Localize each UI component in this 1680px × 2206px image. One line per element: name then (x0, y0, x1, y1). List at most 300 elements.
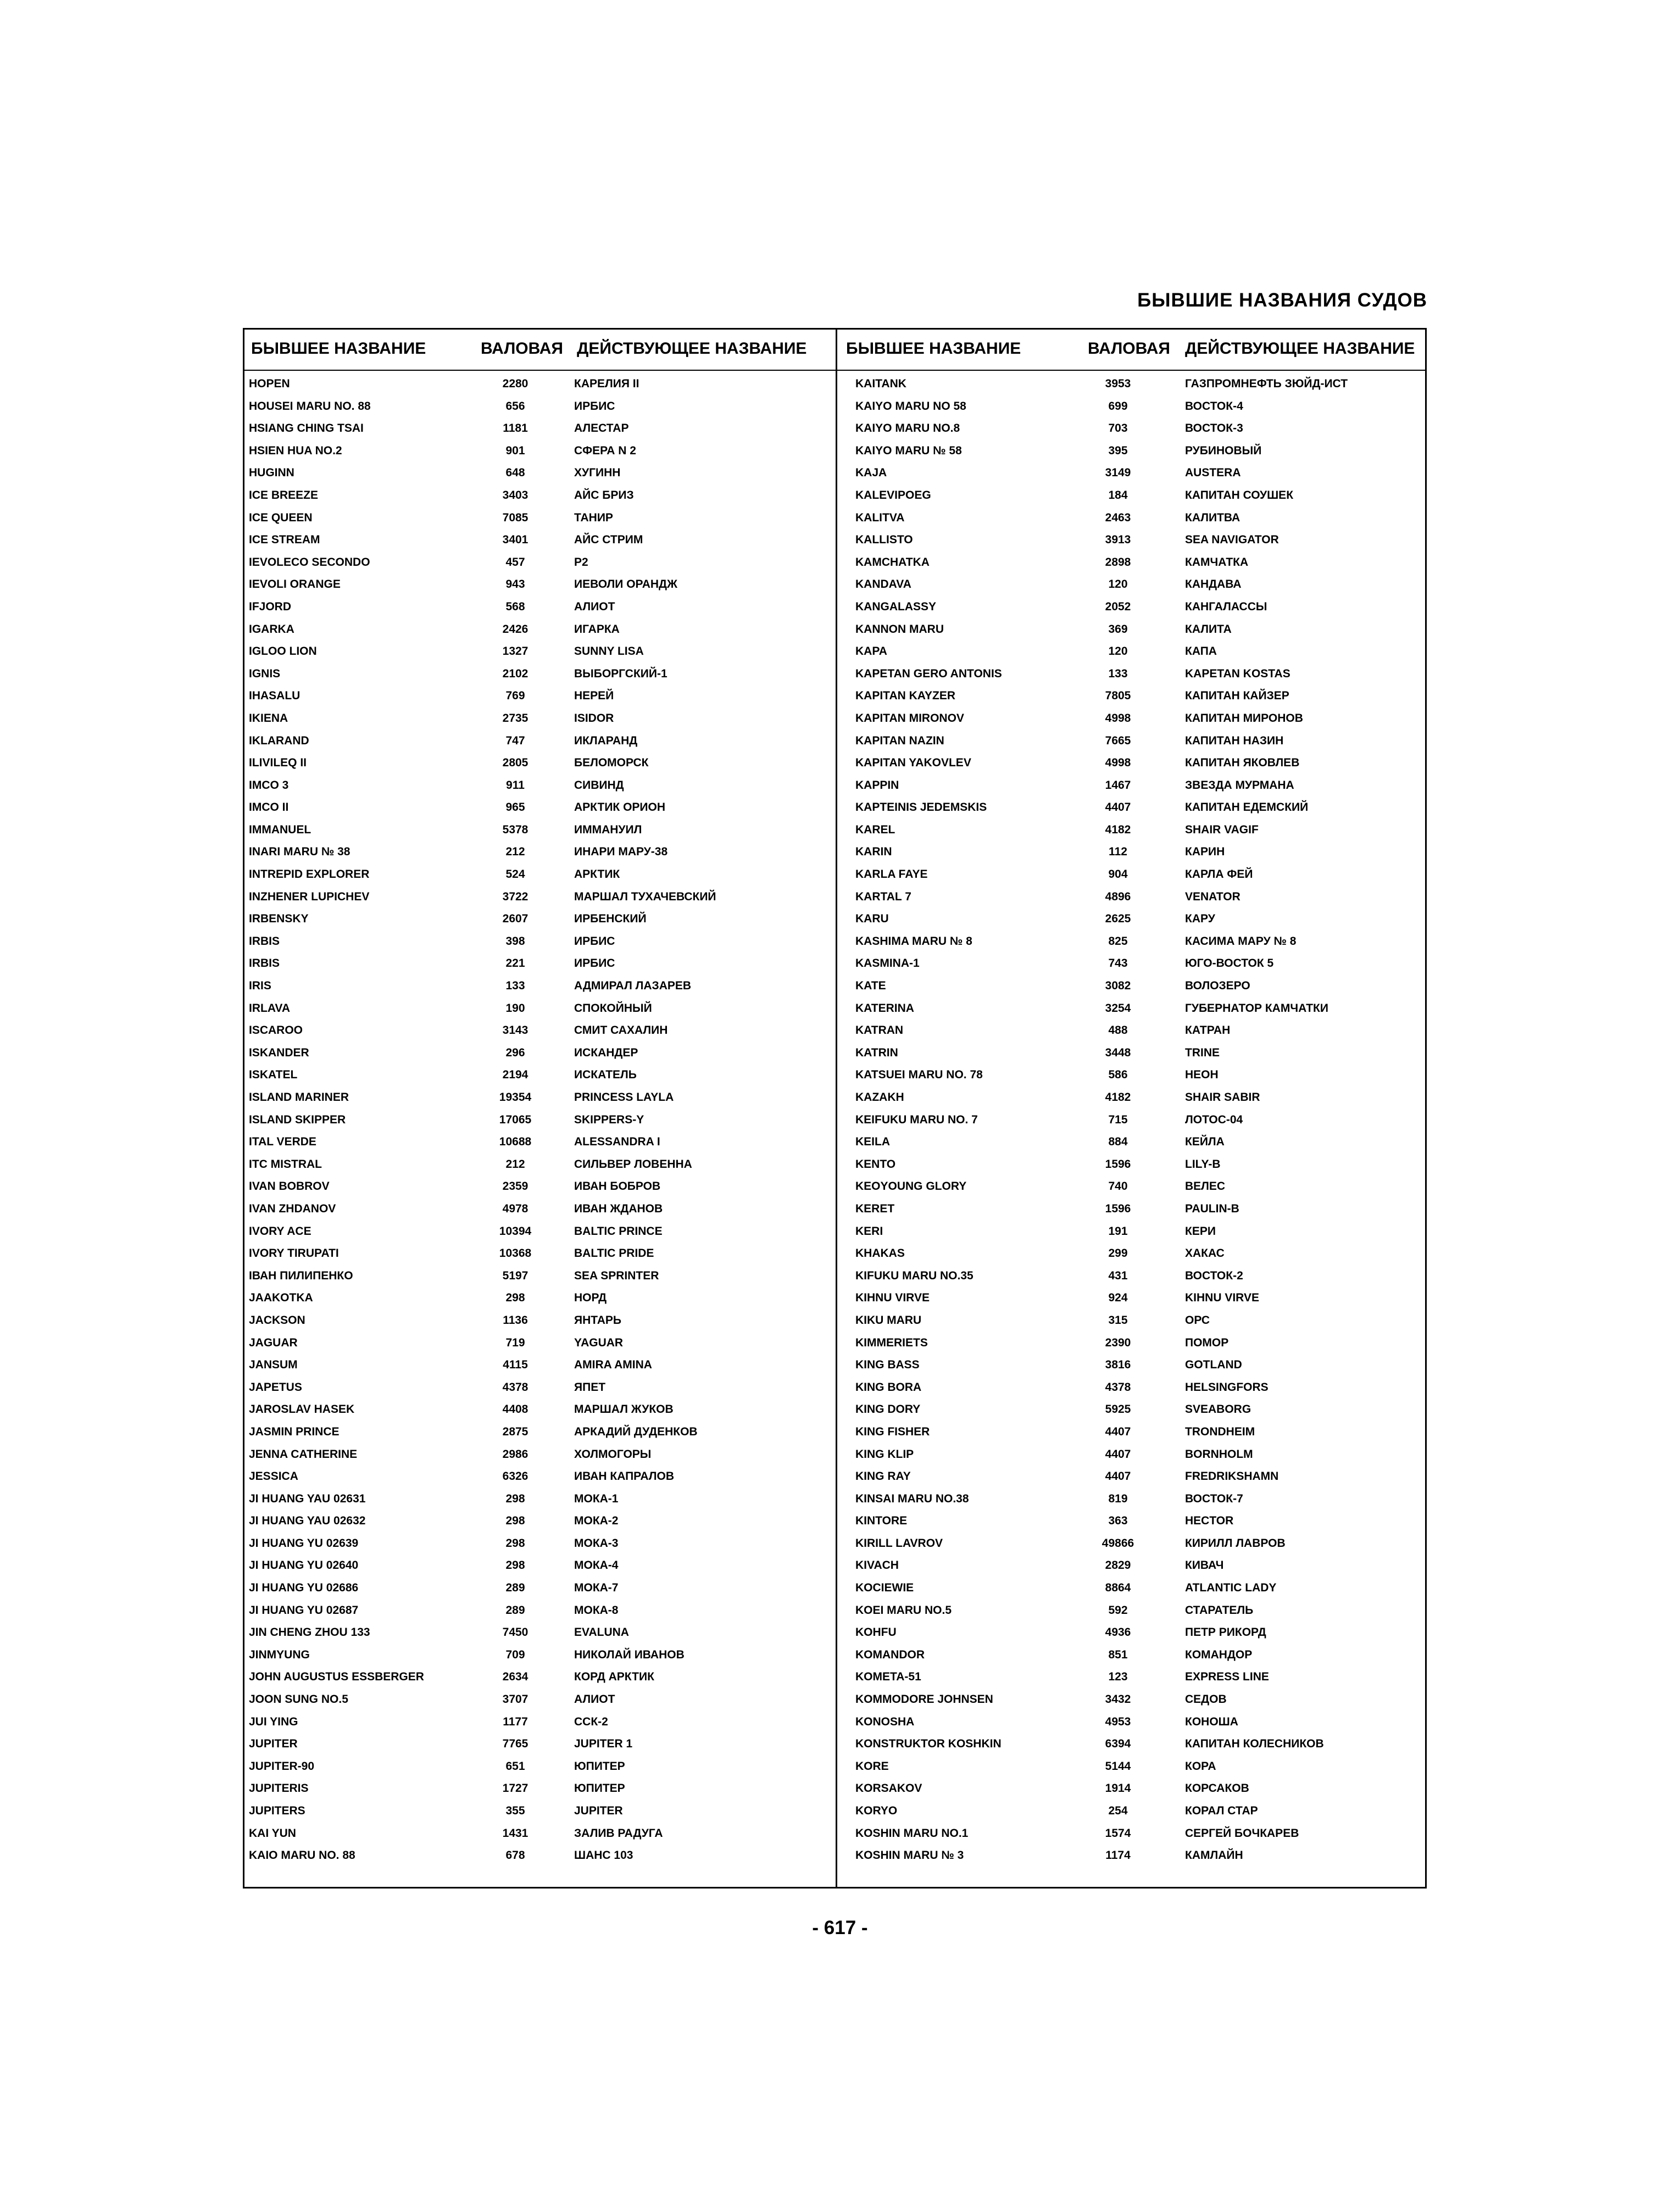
table-row (838, 1689, 1426, 1711)
former-name-cell: JI HUANG YU 02640 (249, 1559, 359, 1572)
former-name-cell: KORSAKOV (855, 1782, 922, 1795)
gross-tonnage-cell: 1177 (503, 1715, 528, 1728)
table-row (838, 685, 1426, 708)
table-row (244, 775, 832, 797)
current-name-cell: ЯНТАРЬ (574, 1313, 622, 1327)
gross-tonnage-cell: 743 (1108, 957, 1128, 970)
gross-tonnage-cell: 1596 (1105, 1202, 1131, 1215)
former-name-cell: IVAN BOBROV (249, 1180, 330, 1193)
former-name-cell: KERI (855, 1224, 883, 1238)
gross-tonnage-cell: 3401 (502, 533, 529, 547)
table-row (838, 1399, 1426, 1421)
gross-tonnage-cell: 586 (1108, 1068, 1128, 1082)
former-name-cell: KORYO (855, 1804, 898, 1817)
current-name-cell: КОРД АРКТИК (574, 1670, 654, 1684)
former-name-cell: KEIFUKU MARU NO. 7 (855, 1113, 978, 1126)
former-name-cell: KATE (855, 979, 886, 993)
gross-tonnage-cell: 289 (505, 1603, 525, 1617)
table-row (244, 1287, 832, 1310)
gross-tonnage-cell: 4378 (502, 1380, 529, 1394)
gross-tonnage-cell: 133 (1108, 667, 1128, 680)
table-row (244, 462, 832, 484)
current-name-cell: КЕРИ (1185, 1224, 1216, 1238)
former-name-cell: KAIO MARU NO. 88 (249, 1849, 355, 1862)
former-name-cell: ITC MISTRAL (249, 1157, 322, 1171)
former-name-cell: KAIYO MARU NO.8 (855, 422, 960, 435)
table-row (838, 1287, 1426, 1310)
table-row (838, 708, 1426, 730)
gross-tonnage-cell: 719 (505, 1336, 525, 1349)
current-name-cell: БЕЛОМОРСК (574, 756, 649, 770)
table-row (838, 1510, 1426, 1533)
table-row (244, 1064, 832, 1087)
former-name-cell: IGLOO LION (249, 645, 317, 658)
current-name-cell: ИКЛАРАНД (574, 734, 638, 747)
table-row (838, 1577, 1426, 1600)
current-name-cell: МОКА-2 (574, 1514, 619, 1528)
gross-tonnage-cell: 2359 (502, 1180, 529, 1193)
gross-tonnage-cell: 648 (505, 466, 525, 480)
gross-tonnage-cell: 3722 (502, 890, 529, 903)
current-name-cell: ИЕВОЛИ ОРАНДЖ (574, 578, 677, 591)
table-row (838, 1644, 1426, 1667)
table-row (838, 886, 1426, 909)
former-name-cell: JI HUANG YU 02686 (249, 1581, 359, 1595)
table-row (244, 1131, 832, 1154)
gross-tonnage-cell: 4896 (1105, 890, 1131, 903)
former-name-cell: ISCAROO (249, 1024, 303, 1037)
former-name-cell: JANSUM (249, 1358, 298, 1372)
current-name-cell: КОРА (1185, 1759, 1216, 1773)
gross-tonnage-cell: 7665 (1105, 734, 1131, 747)
table-row (838, 1622, 1426, 1644)
gross-tonnage-cell: 2390 (1105, 1336, 1131, 1349)
table-row (838, 1243, 1426, 1265)
former-name-cell: KOSHIN MARU № 3 (855, 1849, 964, 1862)
table-row (838, 507, 1426, 530)
table-row (244, 1444, 832, 1466)
header-gross-tonnage-right: ВАЛОВАЯ (1088, 339, 1170, 358)
current-name-cell: КОРСАКОВ (1185, 1782, 1249, 1795)
former-name-cell: KATERINA (855, 1001, 914, 1015)
current-name-cell: КАПИТАН ЕДЕМСКИЙ (1185, 801, 1309, 814)
table-row (244, 1778, 832, 1800)
table-row (838, 1800, 1426, 1823)
table-row (244, 886, 832, 909)
gross-tonnage-cell: 5378 (502, 823, 529, 836)
current-name-cell: VENATOR (1185, 890, 1240, 903)
gross-tonnage-cell: 7450 (502, 1626, 529, 1639)
gross-tonnage-cell: 703 (1108, 422, 1128, 435)
current-name-cell: ЮГО-ВОСТОК 5 (1185, 957, 1274, 970)
current-name-cell: SKIPPERS-Y (574, 1113, 644, 1126)
former-name-cell: KATRIN (855, 1046, 898, 1059)
table-row (244, 373, 832, 395)
left-column (244, 373, 832, 1867)
table-row (838, 1265, 1426, 1288)
former-name-cell: KATRAN (855, 1024, 904, 1037)
current-name-cell: СИВИНД (574, 778, 624, 792)
former-name-cell: KOHFU (855, 1626, 897, 1639)
table-row (244, 752, 832, 775)
current-name-cell: JUPITER 1 (574, 1737, 633, 1751)
table-row (244, 1354, 832, 1377)
current-name-cell: AMIRA AMINA (574, 1358, 652, 1372)
current-name-cell: АЛИОТ (574, 1693, 615, 1706)
former-name-cell: ISKATEL (249, 1068, 298, 1082)
current-name-cell: ЯПЕТ (574, 1380, 606, 1394)
table-row (244, 685, 832, 708)
current-name-cell: ИГАРКА (574, 622, 620, 636)
table-row (244, 998, 832, 1020)
gross-tonnage-cell: 678 (505, 1849, 525, 1862)
table-row (838, 1154, 1426, 1176)
current-name-cell: КАПИТАН КОЛЕСНИКОВ (1185, 1737, 1324, 1751)
gross-tonnage-cell: 10688 (499, 1135, 532, 1149)
table-row (244, 440, 832, 463)
gross-tonnage-cell: 120 (1108, 645, 1128, 658)
former-name-cell: IВАН ПИЛИПЕНКО (249, 1269, 353, 1282)
gross-tonnage-cell: 524 (505, 868, 525, 881)
former-name-cell: KOEI MARU NO.5 (855, 1603, 952, 1617)
table-row (838, 975, 1426, 998)
table-row (244, 1265, 832, 1288)
table-row (244, 1488, 832, 1511)
current-name-cell: ПЕТР РИКОРД (1185, 1626, 1266, 1639)
former-name-cell: INARI MARU № 38 (249, 845, 351, 859)
former-name-cell: JI HUANG YU 02687 (249, 1603, 359, 1617)
former-name-cell: KAZAKH (855, 1091, 904, 1104)
gross-tonnage-cell: 769 (505, 689, 525, 703)
former-name-cell: KANGALASSY (855, 600, 937, 613)
table-row (244, 708, 832, 730)
gross-tonnage-cell: 296 (505, 1046, 525, 1059)
table-row (244, 1733, 832, 1756)
table-row (838, 373, 1426, 395)
current-name-cell: ИВАН БОБРОВ (574, 1180, 661, 1193)
former-name-cell: JUPITER-90 (249, 1759, 315, 1773)
gross-tonnage-cell: 355 (505, 1804, 525, 1817)
current-name-cell: ВОСТОК-2 (1185, 1269, 1243, 1282)
former-name-cell: INTREPID EXPLORER (249, 868, 370, 881)
table-row (244, 1644, 832, 1667)
former-name-cell: KING BASS (855, 1358, 920, 1372)
table-row (244, 975, 832, 998)
former-name-cell: KOMMODORE JOHNSEN (855, 1693, 993, 1706)
table-row (838, 908, 1426, 931)
former-name-cell: KATSUEI MARU NO. 78 (855, 1068, 983, 1082)
former-name-cell: KING DORY (855, 1403, 921, 1416)
table-row (244, 796, 832, 819)
former-name-cell: IMMANUEL (249, 823, 311, 836)
table-row (244, 1510, 832, 1533)
gross-tonnage-cell: 4998 (1105, 711, 1131, 725)
gross-tonnage-cell: 2426 (502, 622, 529, 636)
former-name-cell: ICE QUEEN (249, 511, 313, 524)
former-name-cell: KARU (855, 912, 889, 926)
current-name-cell: КАМЧАТКА (1185, 555, 1249, 569)
current-name-cell: ИСКАТЕЛЬ (574, 1068, 637, 1082)
current-name-cell: МАРШАЛ ЖУКОВ (574, 1403, 674, 1416)
former-name-cell: KARTAL 7 (855, 890, 911, 903)
table-row (838, 1310, 1426, 1332)
table-row (244, 417, 832, 440)
current-name-cell: ХУГИНН (574, 466, 621, 480)
table-row (244, 1711, 832, 1734)
current-name-cell: КАНДАВА (1185, 578, 1242, 591)
current-name-cell: АЛИОТ (574, 600, 615, 613)
current-name-cell: КАПА (1185, 645, 1217, 658)
former-name-cell: JOON SUNG NO.5 (249, 1693, 348, 1706)
current-name-cell: ЗАЛИВ РАДУГА (574, 1826, 663, 1840)
current-name-cell: KAPETAN KOSTAS (1185, 667, 1290, 680)
gross-tonnage-cell: 4182 (1105, 823, 1131, 836)
table-row (244, 1243, 832, 1265)
gross-tonnage-cell: 398 (505, 934, 525, 948)
current-name-cell: Р2 (574, 555, 588, 569)
current-name-cell: ХАКАС (1185, 1247, 1225, 1260)
table-row (838, 1823, 1426, 1845)
current-name-cell: TRONDHEIM (1185, 1425, 1255, 1438)
table-row (244, 1176, 832, 1198)
gross-tonnage-cell: 1181 (503, 422, 528, 435)
former-name-cell: IFJORD (249, 600, 292, 613)
table-row (244, 1622, 832, 1644)
table-row (838, 1666, 1426, 1689)
gross-tonnage-cell: 3448 (1105, 1046, 1131, 1059)
current-name-cell: ОРС (1185, 1313, 1210, 1327)
gross-tonnage-cell: 4408 (502, 1403, 529, 1416)
gross-tonnage-cell: 2829 (1105, 1559, 1131, 1572)
current-name-cell: МАРШАЛ ТУХАЧЕВСКИЙ (574, 890, 716, 903)
current-name-cell: КАРЛА ФЕЙ (1185, 868, 1253, 881)
table-row (244, 663, 832, 686)
former-name-cell: KOMETA-51 (855, 1670, 921, 1684)
former-name-cell: KENTO (855, 1157, 896, 1171)
former-name-cell: IKIENA (249, 711, 288, 725)
gross-tonnage-cell: 2898 (1105, 555, 1131, 569)
gross-tonnage-cell: 4953 (1105, 1715, 1131, 1728)
table-row (244, 730, 832, 753)
gross-tonnage-cell: 1574 (1105, 1826, 1131, 1840)
current-name-cell: ИРБИС (574, 934, 615, 948)
gross-tonnage-cell: 5144 (1105, 1759, 1131, 1773)
gross-tonnage-cell: 5925 (1105, 1403, 1131, 1416)
former-name-cell: KAREL (855, 823, 895, 836)
current-name-cell: ИСКАНДЕР (574, 1046, 638, 1059)
gross-tonnage-cell: 315 (1108, 1313, 1128, 1327)
former-name-cell: IRBENSKY (249, 912, 309, 926)
table-row (838, 552, 1426, 574)
gross-tonnage-cell: 3143 (502, 1024, 529, 1037)
current-name-cell: КИРИЛЛ ЛАВРОВ (1185, 1536, 1286, 1550)
current-name-cell: ИММАНУИЛ (574, 823, 642, 836)
current-name-cell: АРКТИК ОРИОН (574, 801, 666, 814)
gross-tonnage-cell: 4378 (1105, 1380, 1131, 1394)
gross-tonnage-cell: 656 (505, 399, 525, 413)
former-name-cell: JINMYUNG (249, 1648, 310, 1661)
gross-tonnage-cell: 1136 (503, 1313, 528, 1327)
table-row (838, 1444, 1426, 1466)
table-row (244, 1577, 832, 1600)
table-row (838, 640, 1426, 663)
former-name-cell: KHAKAS (855, 1247, 905, 1260)
table-row (244, 640, 832, 663)
gross-tonnage-cell: 3254 (1105, 1001, 1131, 1015)
former-name-cell: KANNON MARU (855, 622, 944, 636)
current-name-cell: ВОСТОК-7 (1185, 1492, 1243, 1505)
current-name-cell: ИВАН ЖДАНОВ (574, 1202, 663, 1215)
former-name-cell: IHASALU (249, 689, 301, 703)
gross-tonnage-cell: 457 (505, 555, 525, 569)
current-name-cell: НИКОЛАЙ ИВАНОВ (574, 1648, 685, 1661)
table-row (838, 1332, 1426, 1355)
table-row (838, 841, 1426, 864)
current-name-cell: СТАРАТЕЛЬ (1185, 1603, 1254, 1617)
gross-tonnage-cell: 1914 (1105, 1782, 1131, 1795)
former-name-cell: JACKSON (249, 1313, 305, 1327)
current-name-cell: НЕОН (1185, 1068, 1219, 1082)
table-row (244, 1221, 832, 1243)
right-column (838, 373, 1426, 1867)
current-name-cell: SEA SPRINTER (574, 1269, 659, 1282)
former-name-cell: JI HUANG YAU 02631 (249, 1492, 366, 1505)
table-row (838, 752, 1426, 775)
gross-tonnage-cell: 289 (505, 1581, 525, 1595)
gross-tonnage-cell: 191 (1108, 1224, 1128, 1238)
gross-tonnage-cell: 709 (505, 1648, 525, 1661)
gross-tonnage-cell: 715 (1108, 1113, 1128, 1126)
gross-tonnage-cell: 2625 (1105, 912, 1131, 926)
current-name-cell: КАЛИТА (1185, 622, 1232, 636)
former-name-cell: ICE BREEZE (249, 488, 319, 502)
former-name-cell: KAPA (855, 645, 887, 658)
former-name-cell: KAJA (855, 466, 887, 480)
table-row (838, 730, 1426, 753)
gross-tonnage-cell: 3403 (502, 488, 529, 502)
current-name-cell: ХОЛМОГОРЫ (574, 1447, 652, 1461)
current-name-cell: BALTIC PRINCE (574, 1224, 663, 1238)
table-row (244, 1377, 832, 1399)
table-row (244, 596, 832, 619)
current-name-cell: КАПИТАН МИРОНОВ (1185, 711, 1303, 725)
current-name-cell: АЙС СТРИМ (574, 533, 643, 547)
current-name-cell: КАПИТАН СОУШЕК (1185, 488, 1294, 502)
current-name-cell: АЛЕСТАР (574, 422, 629, 435)
current-name-cell: PAULIN-B (1185, 1202, 1239, 1215)
former-name-cell: JUPITERS (249, 1804, 305, 1817)
gross-tonnage-cell: 2735 (502, 711, 529, 725)
table-row (838, 998, 1426, 1020)
former-name-cell: KAPITAN NAZIN (855, 734, 944, 747)
table-row (838, 1221, 1426, 1243)
former-name-cell: KIHNU VIRVE (855, 1291, 930, 1305)
gross-tonnage-cell: 212 (505, 1157, 525, 1171)
former-name-cell: HSIEN HUA NO.2 (249, 444, 342, 457)
gross-tonnage-cell: 2805 (502, 756, 529, 770)
former-name-cell: KAPTEINIS JEDEMSKIS (855, 801, 987, 814)
table-row (244, 1421, 832, 1444)
table-row (838, 573, 1426, 596)
table-row (838, 1533, 1426, 1555)
former-name-cell: KALITVA (855, 511, 905, 524)
former-name-cell: JUPITER (249, 1737, 298, 1751)
former-name-cell: KIVACH (855, 1559, 899, 1572)
gross-tonnage-cell: 1174 (1105, 1849, 1131, 1862)
table-row (244, 507, 832, 530)
current-name-cell: ПОМОР (1185, 1336, 1229, 1349)
former-name-cell: KOSHIN MARU NO.1 (855, 1826, 969, 1840)
former-name-cell: KAIYO MARU NO 58 (855, 399, 966, 413)
former-name-cell: KIKU MARU (855, 1313, 922, 1327)
former-name-cell: HUGINN (249, 466, 294, 480)
current-name-cell: ЛОТОС-04 (1185, 1113, 1243, 1126)
current-name-cell: HECTOR (1185, 1514, 1234, 1528)
table-row (838, 775, 1426, 797)
current-name-cell: ЮПИТЕР (574, 1759, 625, 1773)
former-name-cell: IGNIS (249, 667, 281, 680)
former-name-cell: KASMINA-1 (855, 957, 920, 970)
former-name-cell: KALEVIPOEG (855, 488, 931, 502)
former-name-cell: IVORY ACE (249, 1224, 311, 1238)
current-name-cell: ЮПИТЕР (574, 1782, 625, 1795)
former-name-cell: KAPITAN MIRONOV (855, 711, 964, 725)
current-name-cell: BORNHOLM (1185, 1447, 1253, 1461)
gross-tonnage-cell: 568 (505, 600, 525, 613)
table-row (244, 841, 832, 864)
former-name-cell: KANDAVA (855, 578, 911, 591)
former-name-cell: INZHENER LUPICHEV (249, 890, 370, 903)
current-name-cell: ВЕЛЕС (1185, 1180, 1226, 1193)
former-name-cell: KINTORE (855, 1514, 908, 1528)
current-name-cell: КОМАНДОР (1185, 1648, 1253, 1661)
table-row (838, 619, 1426, 641)
former-name-cell: IRLAVA (249, 1001, 291, 1015)
gross-tonnage-cell: 2634 (502, 1670, 529, 1684)
table-row (244, 1087, 832, 1109)
current-name-cell: АДМИРАЛ ЛАЗАРЕВ (574, 979, 692, 993)
gross-tonnage-cell: 3432 (1105, 1693, 1131, 1706)
gross-tonnage-cell: 7765 (502, 1737, 529, 1751)
gross-tonnage-cell: 2052 (1105, 600, 1131, 613)
table-row (244, 1198, 832, 1221)
current-name-cell: ИРБИС (574, 399, 615, 413)
former-name-cell: JAAKOTKA (249, 1291, 313, 1305)
gross-tonnage-cell: 3953 (1105, 377, 1131, 390)
current-name-cell: HELSINGFORS (1185, 1380, 1269, 1394)
gross-tonnage-cell: 112 (1109, 845, 1127, 859)
table-row (244, 931, 832, 953)
table-row (244, 1042, 832, 1065)
gross-tonnage-cell: 1596 (1105, 1157, 1131, 1171)
gross-tonnage-cell: 1727 (502, 1782, 529, 1795)
current-name-cell: АРКТИК (574, 868, 620, 881)
gross-tonnage-cell: 904 (1108, 868, 1128, 881)
current-name-cell: ШАНС 103 (574, 1849, 633, 1862)
gross-tonnage-cell: 747 (505, 734, 525, 747)
header-rule (244, 370, 1425, 371)
table-row (838, 1377, 1426, 1399)
table-row (838, 1354, 1426, 1377)
former-name-cell: KALLISTO (855, 533, 913, 547)
gross-tonnage-cell: 924 (1108, 1291, 1128, 1305)
gross-tonnage-cell: 592 (1108, 1603, 1128, 1617)
current-name-cell: КАПИТАН ЯКОВЛЕВ (1185, 756, 1300, 770)
table-row (838, 395, 1426, 418)
current-name-cell: СПОКОЙНЫЙ (574, 1001, 652, 1015)
table-row (838, 484, 1426, 507)
former-name-cell: ILIVILEQ II (249, 756, 307, 770)
